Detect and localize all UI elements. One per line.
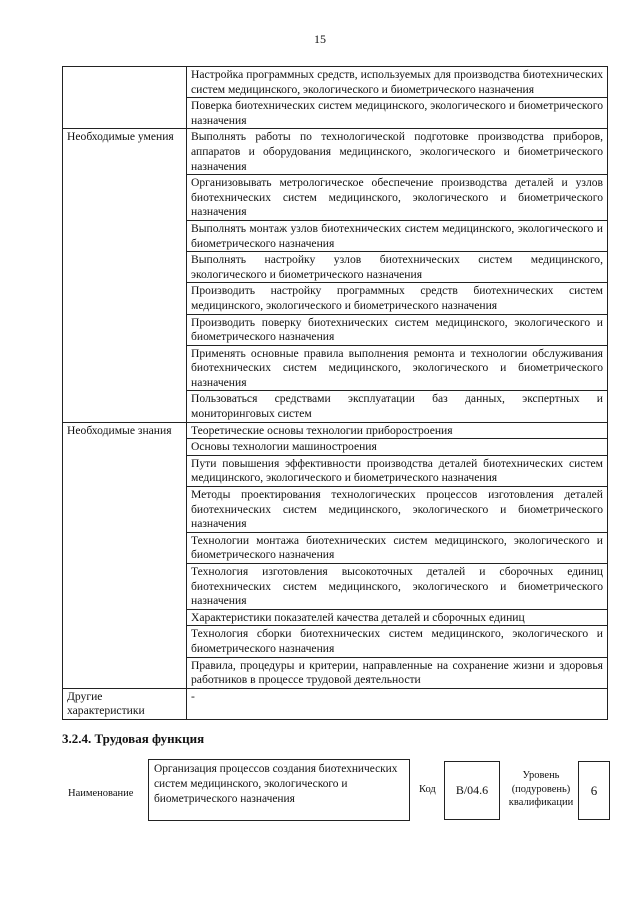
table-row [63,67,608,98]
table-cell: Методы проектирования технологических процессов изготовления деталей биотехнических систем медицинского, экологического и биометрического назначения [187,487,608,533]
table-cell: Выполнять монтаж узлов биотехнических систем медицинского, экологического и биометрического назначения [187,220,608,251]
table-cell: Выполнять работы по технологической подготовке производства приборов, аппаратов и оборудования медицинского, экологического и биометрического назначения [187,129,608,175]
page-number: 15 [314,32,326,46]
table-row [63,688,608,719]
table-cell: Выполнять настройку узлов биотехнических систем медицинского, экологического и биометрического назначения [187,252,608,283]
code-value: B/04.6 [444,761,500,820]
table-cell: Поверка биотехнических систем медицинского, экологического и биометрического назначения [187,98,608,129]
table-cell: Характеристики показателей качества деталей и сборочных единиц [187,609,608,626]
other-label: Другие характеристики [63,688,187,719]
continued-label-cell [63,67,187,129]
table-cell: Применять основные правила выполнения ремонта и технологии обслуживания биотехнических систем медицинского, экологического и биометрического назначения [187,345,608,391]
table-cell: Производить поверку биотехнических систем медицинского, экологического и биометрического назначения [187,314,608,345]
table-cell: Технология изготовления высокоточных деталей и сборочных единиц биотехнических систем медицинского, экологического и биометрического назначения [187,564,608,610]
labor-function-table [62,66,608,720]
qualification-level-label: Уровень (подуровень) квалификации [508,770,574,808]
knowledge-label: Необходимые знания [63,422,187,688]
table-cell: Пути повышения эффективности производства деталей биотехнических систем медицинского, экологического и биометрического назначения [187,455,608,486]
qualification-level-value: 6 [578,761,610,820]
table-cell: Технология сборки биотехнических систем медицинского, экологического и биометрического назначения [187,626,608,657]
skills-label: Необходимые умения [63,129,187,422]
table-cell: Пользоваться средствами эксплуатации баз данных, экспертных и мониторинговых систем [187,391,608,422]
name-label: Наименование [68,788,134,799]
table-cell: Теоретические основы технологии приборостроения [187,422,608,439]
name-value: Организация процессов создания биотехнических систем медицинского, экологического и биометрического назначения [148,759,410,821]
table-row [63,422,608,439]
code-label: Код [419,784,436,795]
table-cell: Организовывать метрологическое обеспечение производства деталей и узлов биотехнических систем медицинского, экологического и биометрического назначения [187,175,608,221]
table-cell: - [187,688,608,719]
table-row [63,129,608,175]
table-cell: Технологии монтажа биотехнических систем медицинского, экологического и биометрического назначения [187,532,608,563]
table-cell: Производить настройку программных средств биотехнических систем медицинского, экологического и биометрического назначения [187,283,608,314]
section-title: 3.2.4. Трудовая функция [62,731,205,746]
table-cell: Настройка программных средств, используемых для производства биотехнических систем медицинского, экологического и биометрического назначения [187,67,608,98]
table-cell: Основы технологии машиностроения [187,439,608,456]
table-cell: Правила, процедуры и критерии, направленные на сохранение жизни и здоровья работников в процессе трудовой деятельности [187,657,608,688]
